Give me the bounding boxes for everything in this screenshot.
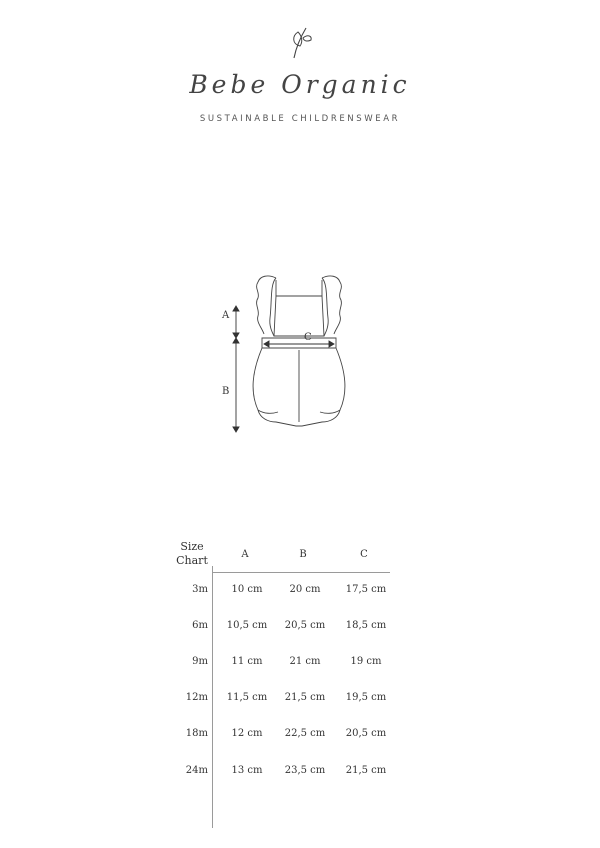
table-row xyxy=(160,656,410,676)
row-size: 24m xyxy=(185,765,208,776)
row-size: 12m xyxy=(185,692,208,703)
leaf-icon xyxy=(286,22,316,62)
row-b-value: 21 cm xyxy=(289,656,321,667)
dimension-a-label: A xyxy=(222,310,230,321)
row-a-value: 13 cm xyxy=(231,765,263,776)
brand-name: Bebe Organic xyxy=(189,70,411,99)
dimension-b-label: B xyxy=(222,386,230,397)
row-a-value: 12 cm xyxy=(231,728,263,739)
row-size: 9m xyxy=(192,656,208,667)
row-a-value: 10,5 cm xyxy=(226,620,268,631)
row-b-value: 20 cm xyxy=(289,584,321,595)
table-row xyxy=(160,765,410,785)
row-a-value: 11 cm xyxy=(231,656,263,667)
column-header-c: C xyxy=(360,549,368,560)
row-c-value: 19,5 cm xyxy=(345,692,387,703)
row-b-value: 20,5 cm xyxy=(284,620,326,631)
row-size: 3m xyxy=(192,584,208,595)
row-c-value: 21,5 cm xyxy=(345,765,387,776)
row-c-value: 18,5 cm xyxy=(345,620,387,631)
row-b-value: 23,5 cm xyxy=(284,765,326,776)
dimension-c-label: C xyxy=(304,332,312,343)
row-size: 6m xyxy=(192,620,208,631)
row-c-value: 19 cm xyxy=(350,656,382,667)
row-c-value: 17,5 cm xyxy=(345,584,387,595)
row-a-value: 11,5 cm xyxy=(226,692,268,703)
column-header-a: A xyxy=(241,549,249,560)
table-row xyxy=(160,620,410,640)
row-a-value: 10 cm xyxy=(231,584,263,595)
row-c-value: 20,5 cm xyxy=(345,728,387,739)
table-row xyxy=(160,692,410,712)
size-chart-header xyxy=(160,536,410,574)
column-header-b: B xyxy=(299,549,307,560)
brand-tagline: SUSTAINABLE CHILDRENSWEAR xyxy=(199,114,401,124)
size-chart-title: Size Chart xyxy=(176,540,208,567)
table-row xyxy=(160,584,410,604)
row-b-value: 21,5 cm xyxy=(284,692,326,703)
table-row xyxy=(160,728,410,748)
row-b-value: 22,5 cm xyxy=(284,728,326,739)
table-header-divider xyxy=(212,572,390,573)
row-size: 18m xyxy=(185,728,208,739)
brand-header xyxy=(0,0,600,140)
romper-diagram-icon xyxy=(212,262,392,442)
